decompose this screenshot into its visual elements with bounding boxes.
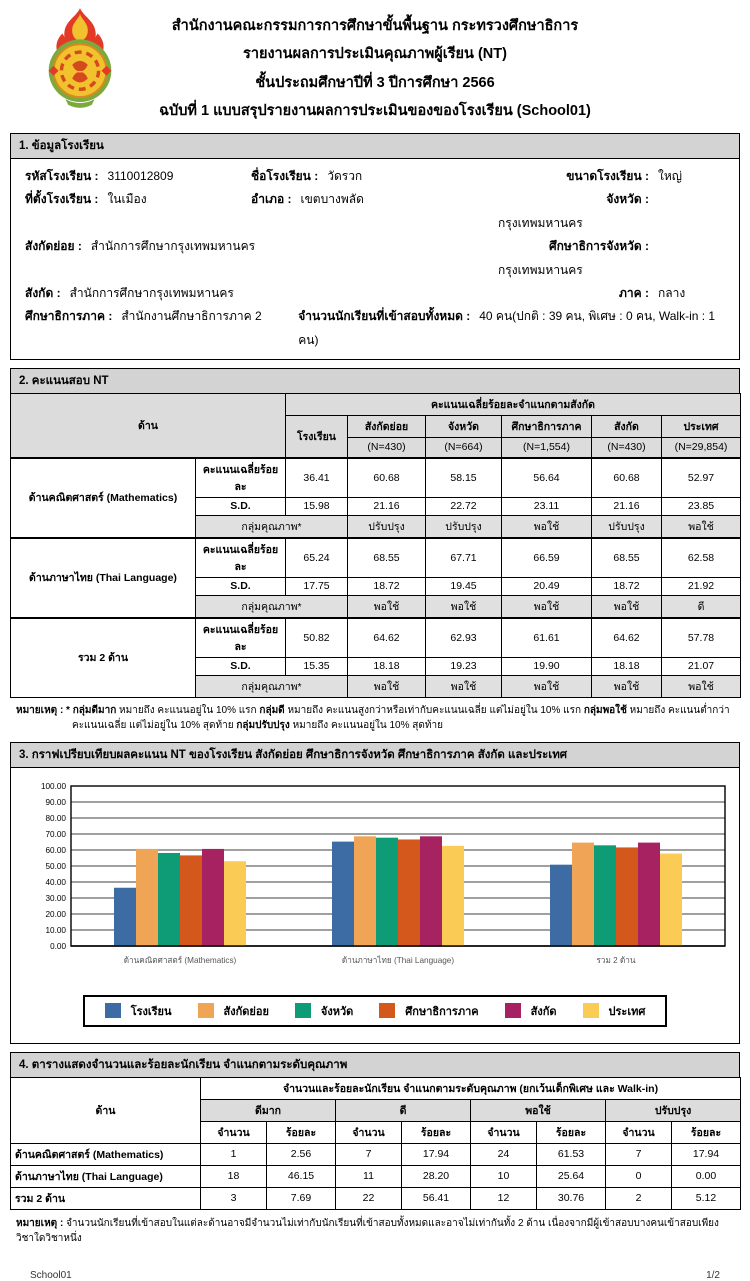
sd-cell: 23.85	[662, 497, 741, 515]
info-field-label: ขนาดโรงเรียน :	[566, 169, 649, 184]
sd-cell: 23.11	[502, 497, 592, 515]
legend-item	[295, 1002, 353, 1020]
info-field-value: ใหญ่	[658, 169, 682, 184]
bar-4	[616, 847, 638, 946]
title-line-2: รายงานผลการประเมินคุณภาพผู้เรียน (NT)	[243, 46, 507, 63]
value-cell: 2.56	[267, 1143, 336, 1165]
avg-score-cell: 60.68	[348, 458, 426, 498]
nt-n-affil: (N=430)	[592, 438, 662, 458]
title-line-4: ฉบับที่ 1 แบบสรุปรายงานผลการประเมินของของโรงเรียน (School01)	[159, 102, 591, 119]
y-tick-label: 100.00	[40, 781, 66, 791]
domain-cell: ด้านคณิตศาสตร์ (Mathematics)	[11, 1143, 201, 1165]
chart-legend-wrap	[19, 995, 731, 1027]
info-field-value: กรุงเทพมหานคร	[498, 215, 583, 230]
bar-5	[202, 849, 224, 946]
avg-score-cell: 60.68	[592, 458, 662, 498]
avg-score-cell: 57.78	[662, 618, 741, 658]
sd-cell: 21.16	[348, 497, 426, 515]
value-cell: 24	[471, 1143, 537, 1165]
level-excellent: ดีมาก	[201, 1099, 336, 1121]
bar-3	[376, 837, 398, 945]
category-label: ด้านคณิตศาสตร์ (Mathematics)	[123, 955, 237, 965]
avg-score-cell: 67.71	[426, 538, 502, 578]
legend-label: ประเทศ	[608, 1005, 646, 1018]
school-info-row	[25, 235, 725, 282]
value-cell: 22	[336, 1187, 402, 1209]
sd-cell: 21.07	[662, 657, 741, 675]
quality-cell: ดี	[662, 595, 741, 618]
quality-cell: ปรับปรุง	[348, 515, 426, 538]
info-field	[489, 188, 725, 235]
sd-cell: 18.72	[592, 577, 662, 595]
nt-n-subaffil: (N=430)	[348, 438, 426, 458]
section-3-title: 3. กราฟเปรียบเทียบผลคะแนน NT ของโรงเรียน สังกัดย่อย ศึกษาธิการจังหวัด ศึกษาธิการภาค สังกัด และประเทศ	[10, 742, 740, 768]
title-line-3: ชั้นประถมศึกษาปีที่ 3 ปีการศึกษา 2566	[255, 74, 495, 91]
value-cell: 56.41	[402, 1187, 471, 1209]
sd-cell: 15.35	[286, 657, 348, 675]
subcol-percent: ร้อยละ	[672, 1121, 741, 1143]
info-field	[298, 305, 725, 352]
level-fair: พอใช้	[471, 1099, 606, 1121]
avg-score-cell: 65.24	[286, 538, 348, 578]
level-improve: ปรับปรุง	[606, 1099, 741, 1121]
table-row	[11, 458, 741, 498]
info-field-value: วัดรวก	[327, 169, 363, 184]
info-field-value: ในเมือง	[107, 192, 147, 207]
y-tick-label: 50.00	[45, 861, 66, 871]
quality-label-cell: กลุ่มคุณภาพ*	[196, 515, 348, 538]
school-info-box	[10, 159, 740, 360]
quality-cell: พอใช้	[348, 675, 426, 697]
table-row	[11, 1187, 741, 1209]
info-field	[489, 165, 725, 188]
school-info-row	[25, 165, 725, 188]
sd-cell: 20.49	[502, 577, 592, 595]
qual-domain-header: ด้าน	[11, 1077, 201, 1143]
section-1-title: 1. ข้อมูลโรงเรียน	[10, 133, 740, 159]
info-field	[25, 188, 251, 211]
value-cell: 7.69	[267, 1187, 336, 1209]
footnote-segment: หมายถึง คะแนนอยู่ใน 10% สุดท้าย	[289, 720, 443, 732]
value-cell: 28.20	[402, 1165, 471, 1187]
level-good: ดี	[336, 1099, 471, 1121]
info-field	[251, 165, 489, 188]
value-cell: 1	[201, 1143, 267, 1165]
value-cell: 30.76	[537, 1187, 606, 1209]
school-info-row	[25, 188, 725, 235]
bar-4	[398, 839, 420, 946]
bar-2	[354, 836, 376, 946]
bar-3	[158, 853, 180, 946]
seal-graphic	[36, 8, 124, 108]
domain-cell: ด้านคณิตศาสตร์ (Mathematics)	[11, 458, 196, 538]
metric-label-cell: คะแนนเฉลี่ยร้อยละ	[196, 538, 286, 578]
subcol-percent: ร้อยละ	[537, 1121, 606, 1143]
quality-cell: พอใช้	[662, 515, 741, 538]
sd-cell: 19.45	[426, 577, 502, 595]
avg-score-cell: 62.93	[426, 618, 502, 658]
y-tick-label: 40.00	[45, 877, 66, 887]
domain-cell: รวม 2 ด้าน	[11, 618, 196, 698]
bar-6	[442, 846, 464, 946]
value-cell: 7	[606, 1143, 672, 1165]
sd-cell: 15.98	[286, 497, 348, 515]
info-field-value: เขตบางพลัด	[300, 192, 364, 207]
quality-label-cell: กลุ่มคุณภาพ*	[196, 675, 348, 697]
avg-score-cell: 50.82	[286, 618, 348, 658]
footnote-text: จำนวนนักเรียนที่เข้าสอบในแต่ละด้านอาจมีจำนวนไม่เท่ากับนักเรียนที่เข้าสอบทั้งหมดและอาจไม่เท่ากันทั้ง 2 ด้าน เนื่องจากมีผู้เข้าสอบบางคนเข้าสอบเพียงวิชาใดวิชาหนึ่ง	[16, 1217, 719, 1244]
sd-cell: 19.90	[502, 657, 592, 675]
info-field-label: อำเภอ :	[251, 192, 292, 207]
sd-cell: 21.16	[592, 497, 662, 515]
info-field-label: ภาค :	[618, 286, 649, 301]
chart-legend	[83, 995, 668, 1027]
nt-col-school: โรงเรียน	[286, 416, 348, 458]
legend-swatch	[105, 1003, 121, 1018]
quality-cell: ปรับปรุง	[592, 515, 662, 538]
report-header	[10, 0, 740, 125]
value-cell: 10	[471, 1165, 537, 1187]
subcol-count: จำนวน	[471, 1121, 537, 1143]
quality-cell: พอใช้	[502, 515, 592, 538]
legend-label: จังหวัด	[320, 1005, 354, 1018]
nt-n-country: (N=29,854)	[662, 438, 741, 458]
obec-ministry-seal-icon	[36, 8, 124, 113]
legend-swatch	[505, 1003, 521, 1018]
value-cell: 5.12	[672, 1187, 741, 1209]
footnote-segment: หมายถึง คะแนนสูงกว่าหรือเท่ากับคะแนนเฉลี่ย แต่ไม่อยู่ใน 10% แรก	[284, 704, 584, 716]
avg-score-cell: 64.62	[348, 618, 426, 658]
value-cell: 2	[606, 1187, 672, 1209]
nt-domain-header: ด้าน	[11, 394, 286, 458]
footer-school-id: School01	[30, 1269, 72, 1281]
footnote-segment: กลุ่มดี	[259, 704, 285, 716]
value-cell: 25.64	[537, 1165, 606, 1187]
y-tick-label: 70.00	[45, 829, 66, 839]
bar-6	[224, 861, 246, 946]
sd-cell: 17.75	[286, 577, 348, 595]
metric-label-cell: S.D.	[196, 497, 286, 515]
metric-label-cell: คะแนนเฉลี่ยร้อยละ	[196, 458, 286, 498]
quality-cell: พอใช้	[502, 595, 592, 618]
footnote-segment: กลุ่มปรับปรุง	[236, 720, 290, 732]
info-field-label: ศึกษาธิการจังหวัด :	[549, 239, 649, 254]
quality-cell: พอใช้	[348, 595, 426, 618]
bar-5	[638, 842, 660, 945]
value-cell: 17.94	[672, 1143, 741, 1165]
value-cell: 18	[201, 1165, 267, 1187]
nt-n-province: (N=664)	[426, 438, 502, 458]
domain-cell: ด้านภาษาไทย (Thai Language)	[11, 538, 196, 618]
legend-label: โรงเรียน	[130, 1005, 172, 1018]
nt-col-affil: สังกัด	[592, 416, 662, 438]
table-row	[11, 1165, 741, 1187]
legend-item	[198, 1002, 269, 1020]
value-cell: 46.15	[267, 1165, 336, 1187]
info-field-value: กรุงเทพมหานคร	[498, 262, 583, 277]
quality-levels-table	[10, 1077, 741, 1210]
info-field	[251, 188, 489, 211]
footnote-label: หมายเหตุ :	[16, 1217, 64, 1229]
avg-score-cell: 66.59	[502, 538, 592, 578]
legend-item	[505, 1002, 557, 1020]
metric-label-cell: S.D.	[196, 657, 286, 675]
legend-item	[379, 1002, 478, 1020]
avg-score-cell: 58.15	[426, 458, 502, 498]
subcol-percent: ร้อยละ	[267, 1121, 336, 1143]
bar-1	[114, 887, 136, 945]
bar-5	[420, 836, 442, 946]
y-tick-label: 30.00	[45, 893, 66, 903]
quality-cell: พอใช้	[426, 675, 502, 697]
domain-cell: ด้านภาษาไทย (Thai Language)	[11, 1165, 201, 1187]
sd-cell: 22.72	[426, 497, 502, 515]
info-field-value: สำนักการศึกษากรุงเทพมหานคร	[90, 239, 256, 254]
value-cell: 0	[606, 1165, 672, 1187]
sd-cell: 18.18	[348, 657, 426, 675]
value-cell: 3	[201, 1187, 267, 1209]
value-cell: 0.00	[672, 1165, 741, 1187]
metric-label-cell: S.D.	[196, 577, 286, 595]
value-cell: 12	[471, 1187, 537, 1209]
legend-label: สังกัด	[530, 1005, 557, 1018]
quality-label-cell: กลุ่มคุณภาพ*	[196, 595, 348, 618]
category-label: ด้านภาษาไทย (Thai Language)	[341, 955, 455, 965]
nt-scores-table	[10, 393, 741, 698]
table-row	[11, 618, 741, 658]
quality-cell: พอใช้	[426, 595, 502, 618]
footnote-segment: กลุ่มดีมาก	[72, 704, 117, 716]
subcol-count: จำนวน	[606, 1121, 672, 1143]
school-info-row	[25, 282, 725, 305]
bar-1	[332, 841, 354, 945]
info-field-label: สังกัด :	[25, 286, 61, 301]
legend-item	[105, 1002, 172, 1020]
category-label: รวม 2 ด้าน	[596, 955, 636, 965]
avg-score-cell: 52.97	[662, 458, 741, 498]
bar-2	[136, 849, 158, 946]
quality-table-footnote	[16, 1216, 736, 1246]
table-row	[11, 538, 741, 578]
info-field	[489, 235, 725, 282]
info-field	[25, 305, 298, 328]
bar-6	[660, 853, 682, 945]
nt-col-country: ประเทศ	[662, 416, 741, 438]
legend-item	[583, 1002, 646, 1020]
info-field-value: 3110012809	[107, 169, 174, 184]
footnote-segment: หมายถึง คะแนนอยู่ใน 10% แรก	[116, 704, 260, 716]
info-field	[25, 282, 489, 305]
avg-score-cell: 61.61	[502, 618, 592, 658]
avg-score-cell: 68.55	[592, 538, 662, 578]
value-cell: 61.53	[537, 1143, 606, 1165]
avg-score-cell: 56.64	[502, 458, 592, 498]
legend-swatch	[583, 1003, 599, 1018]
nt-n-region-edu: (N=1,554)	[502, 438, 592, 458]
footnote-segment: หมายเหตุ : *	[16, 704, 73, 716]
info-field-label: ชื่อโรงเรียน :	[251, 169, 319, 184]
avg-score-cell: 62.58	[662, 538, 741, 578]
title-line-1: สำนักงานคณะกรรมการการศึกษาขั้นพื้นฐาน กระทรวงศึกษาธิการ	[171, 18, 579, 34]
subcol-percent: ร้อยละ	[402, 1121, 471, 1143]
y-tick-label: 10.00	[45, 925, 66, 935]
value-cell: 7	[336, 1143, 402, 1165]
nt-col-subaffil: สังกัดย่อย	[348, 416, 426, 438]
sd-cell: 18.72	[348, 577, 426, 595]
sd-cell: 21.92	[662, 577, 741, 595]
value-cell: 11	[336, 1165, 402, 1187]
info-field-value: กลาง	[658, 286, 686, 301]
quality-cell: พอใช้	[592, 675, 662, 697]
legend-swatch	[198, 1003, 214, 1018]
legend-swatch	[295, 1003, 311, 1018]
info-field-value: สำนักงานศึกษาธิการภาค 2	[121, 309, 262, 324]
bar-2	[572, 842, 594, 945]
subcol-count: จำนวน	[201, 1121, 267, 1143]
metric-label-cell: คะแนนเฉลี่ยร้อยละ	[196, 618, 286, 658]
bar-1	[550, 864, 572, 945]
y-tick-label: 80.00	[45, 813, 66, 823]
domain-cell: รวม 2 ด้าน	[11, 1187, 201, 1209]
info-field	[25, 235, 489, 258]
info-field-value: 40 คน(ปกติ : 39 คน, พิเศษ : 0 คน, Walk-in : 1 คน)	[298, 309, 716, 347]
school-info-row	[25, 305, 725, 352]
quality-cell: พอใช้	[662, 675, 741, 697]
footer-page-number: 1/2	[706, 1269, 720, 1281]
avg-score-cell: 64.62	[592, 618, 662, 658]
nt-span-header: คะแนนเฉลี่ยร้อยละจำแนกตามสังกัด	[286, 394, 741, 416]
school-info-fields	[11, 159, 739, 359]
section-4-title: 4. ตารางแสดงจำนวนและร้อยละนักเรียน จำแนกตามระดับคุณภาพ	[10, 1052, 740, 1078]
info-field	[489, 282, 725, 305]
nt-col-province: จังหวัด	[426, 416, 502, 438]
nt-comparison-chart	[19, 780, 731, 982]
qual-span-header: จำนวนและร้อยละนักเรียน จำแนกตามระดับคุณภาพ (ยกเว้นเด็กพิเศษ และ Walk-in)	[201, 1077, 741, 1099]
sd-cell: 19.23	[426, 657, 502, 675]
info-field-label: จังหวัด :	[606, 192, 649, 207]
table-row	[11, 1143, 741, 1165]
quality-cell: ปรับปรุง	[426, 515, 502, 538]
y-tick-label: 90.00	[45, 797, 66, 807]
avg-score-cell: 36.41	[286, 458, 348, 498]
section-2-title: 2. คะแนนสอบ NT	[10, 368, 740, 394]
footnote-segment: หมายถึง คะแนนต่ำกว่าคะแนนเฉลี่ย แต่ไม่อยู่ใน 10% สุดท้าย	[72, 704, 730, 732]
y-tick-label: 20.00	[45, 909, 66, 919]
info-field-label: สังกัดย่อย :	[25, 239, 82, 254]
nt-chart-box	[10, 768, 740, 1044]
info-field-value: สำนักการศึกษากรุงเทพมหานคร	[69, 286, 234, 301]
nt-col-region-edu: ศึกษาธิการภาค	[502, 416, 592, 438]
value-cell: 17.94	[402, 1143, 471, 1165]
bar-4	[180, 855, 202, 946]
quality-cell: พอใช้	[592, 595, 662, 618]
info-field	[25, 165, 251, 188]
page-footer	[30, 1270, 720, 1281]
info-field-label: ที่ตั้งโรงเรียน :	[25, 192, 99, 207]
legend-label: สังกัดย่อย	[223, 1005, 269, 1018]
subcol-count: จำนวน	[336, 1121, 402, 1143]
y-tick-label: 0.00	[50, 941, 66, 951]
info-field-label: รหัสโรงเรียน :	[25, 169, 99, 184]
nt-table-footnote	[16, 703, 736, 734]
info-field-label: จำนวนนักเรียนที่เข้าสอบทั้งหมด :	[298, 309, 471, 324]
bar-3	[594, 845, 616, 946]
legend-label: ศึกษาธิการภาค	[405, 1005, 479, 1018]
y-tick-label: 60.00	[45, 845, 66, 855]
sd-cell: 18.18	[592, 657, 662, 675]
footnote-segment: กลุ่มพอใช้	[583, 704, 627, 716]
legend-swatch	[379, 1003, 395, 1018]
avg-score-cell: 68.55	[348, 538, 426, 578]
quality-cell: พอใช้	[502, 675, 592, 697]
info-field-label: ศึกษาธิการภาค :	[25, 309, 113, 324]
